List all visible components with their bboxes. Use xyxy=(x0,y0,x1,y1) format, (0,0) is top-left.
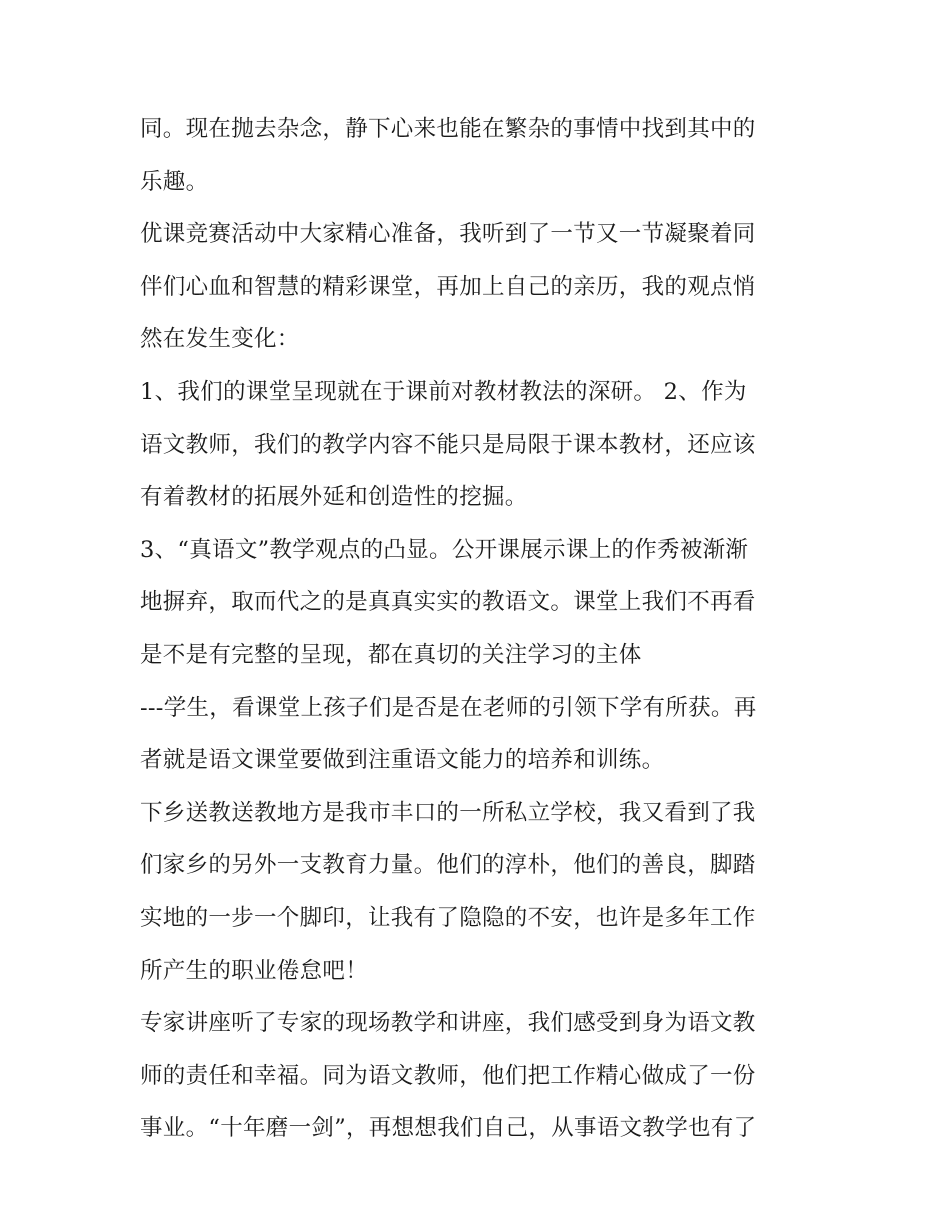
text-line: 者就是语文课堂要做到注重语文能力的培养和训练。 xyxy=(140,747,665,774)
text-line: 优课竞赛活动中大家精心准备，我听到了一节又一节凝聚着同 xyxy=(140,221,756,248)
text-line: 们家乡的另外一支教育力量。他们的淳朴，他们的善良，脚踏 xyxy=(140,852,756,879)
text-line: 伴们心血和智慧的精彩课堂，再加上自己的亲历，我的观点悄 xyxy=(140,273,756,300)
text-line: 是不是有完整的呈现，都在真切的关注学习的主体 xyxy=(140,641,642,668)
text-line: 3、“真语文”教学观点的凸显。公开课展示课上的作秀被渐渐 xyxy=(140,536,749,563)
text-line: 然在发生变化： xyxy=(140,326,300,353)
text-line: 师的责任和幸福。同为语文教师，他们把工作精心做成了一份 xyxy=(140,1062,756,1089)
text-line: 下乡送教送教地方是我市丰口的一所私立学校，我又看到了我 xyxy=(140,799,756,826)
text-line: 乐趣。 xyxy=(140,168,209,195)
text-line: 所产生的职业倦怠吧！ xyxy=(140,957,369,984)
text-line: 有着教材的拓展外延和创造性的挖掘。 xyxy=(140,484,528,511)
text-line: 实地的一步一个脚印，让我有了隐隐的不安，也许是多年工作 xyxy=(140,904,756,931)
text-line: 语文教师，我们的教学内容不能只是局限于课本教材，还应该 xyxy=(140,431,756,458)
text-line: 同。现在抛去杂念，静下心来也能在繁杂的事情中找到其中的 xyxy=(140,116,756,142)
text-line: 1、我们的课堂呈现就在于课前对教材教法的深研。 2、作为 xyxy=(140,378,747,405)
text-line: 专家讲座听了专家的现场教学和讲座，我们感受到身为语文教 xyxy=(140,1010,756,1037)
text-line: 地摒弃，取而代之的是真真实实的教语文。课堂上我们不再看 xyxy=(140,589,756,616)
text-line: 事业。“十年磨一剑”，再想想我们自己，从事语文教学也有了 xyxy=(140,1115,757,1142)
text-line: ---学生，看课堂上孩子们是否是在老师的引领下学有所获。再 xyxy=(140,694,757,721)
document-body xyxy=(140,103,820,1155)
